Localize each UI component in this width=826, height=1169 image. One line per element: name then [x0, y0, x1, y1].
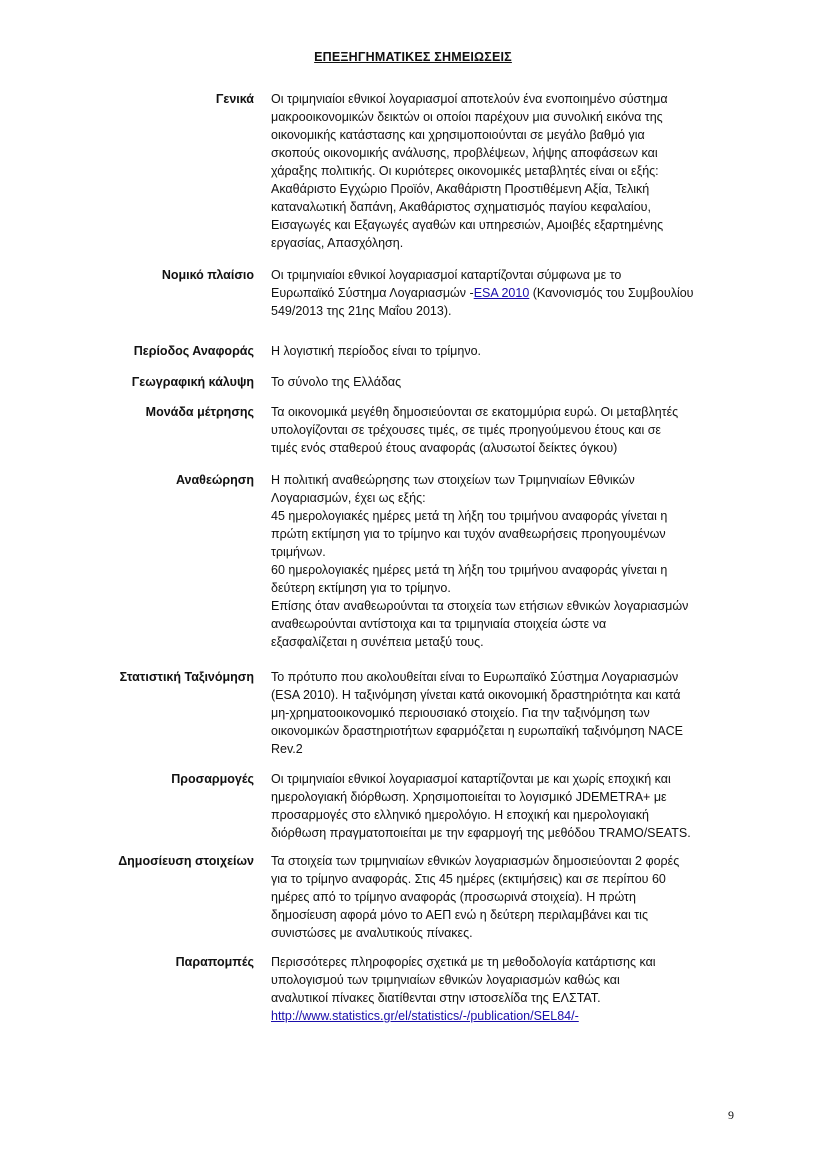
section-text [271, 953, 771, 1025]
section-text [271, 90, 771, 252]
section-label: Γενικά [215, 92, 254, 106]
section-text [271, 403, 771, 457]
text-line: Τα στοιχεία των τριμηνιαίων εθνικών λογαριασμών δημοσιεύονται 2 φορές [271, 854, 680, 868]
text-line: 45 ημερολογιακές ημέρες μετά τη λήξη του τριμήνου αναφοράς γίνεται η [271, 509, 668, 523]
text-line: καταναλωτική δαπάνη, Ακαθάριστος σχηματισμός παγίου κεφαλαίου, [271, 200, 651, 214]
text-line: Το σύνολο της Ελλάδας [271, 375, 402, 389]
text-line: Rev.2 [271, 742, 303, 756]
esa-2010-link[interactable]: ESA 2010 [473, 286, 530, 300]
text-line: ημέρες από το τρίμηνο αναφοράς (προσωρινά στοιχεία). Η πρώτη [271, 890, 636, 904]
text-line: Η λογιστική περίοδος είναι το τρίμηνο. [271, 344, 482, 358]
text-line: υπολογισμού των τριμηνιαίων εθνικών λογαριασμών καθώς και [271, 973, 620, 987]
text-line: Επίσης όταν αναθεωρούνται τα στοιχεία των ετήσιων εθνικών λογαριασμών [271, 599, 689, 613]
text-line: ημερολογιακή διόρθωση. Χρησιμοποιείται το λογισμικό JDEMETRA+ με [271, 790, 667, 804]
text-line: Η πολιτική αναθεώρησης των στοιχείων των Τριμηνιαίων Εθνικών [271, 473, 635, 487]
section-label: Παραπομπές [175, 955, 254, 969]
text-line: Εισαγωγές και Εξαγωγές αγαθών και υπηρεσιών, Αμοιβές εξαρτημένης [271, 218, 664, 232]
text-line: Οι τριμηνιαίοι εθνικοί λογαριασμοί αποτελούν ένα ενοποιημένο σύστημα [271, 92, 668, 106]
text-line: Λογαριασμών, έχει ως εξής: [271, 491, 426, 505]
text-line: Οι τριμηνιαίοι εθνικοί λογαριασμοί καταρτίζονται σύμφωνα με το [271, 268, 622, 282]
text-fragment: (Κανονισμός του Συμβουλίου [529, 286, 694, 300]
text-line: Το πρότυπο που ακολουθείται είναι το Ευρωπαϊκό Σύστημα Λογαριασμών [271, 670, 679, 684]
text-line: οικονομικής κατάστασης και χρησιμοποιούνται σε μεγάλο βαθμό για [271, 128, 645, 142]
text-line: δεύτερη εκτίμηση για το τρίμηνο. [271, 581, 451, 595]
text-line: προσαρμογές στο ελληνικό ημερολόγιο. Η εποχική και ημερολογιακή [271, 808, 649, 822]
section-text [271, 471, 771, 651]
text-line: εργασίας, Απασχόληση. [271, 236, 404, 250]
section-label: Νομικό πλαίσιο [161, 268, 254, 282]
text-line: χάραξης πολιτικής. Οι κυριότερες οικονομικές μεταβλητές είναι οι εξής: [271, 164, 659, 178]
text-line: συνιστώσες με αναλυτικούς πίνακες. [271, 926, 473, 940]
text-line: αναλυτικοί πίνακες διατίθενται στην ιστοσελίδα της ΕΛΣΤΑΤ. [271, 991, 601, 1005]
text-line: διόρθωση πραγματοποιείται με την εφαρμογή της μεθόδου TRAMO/SEATS. [271, 826, 691, 840]
text-line [271, 284, 771, 302]
section-text [271, 373, 771, 391]
text-line: αναθεωρούνται αντίστοιχα και τα τριμηνιαία στοιχεία ώστε να [271, 617, 607, 631]
section-text [271, 266, 771, 320]
section-label: Δημοσίευση στοιχείων [118, 854, 254, 868]
text-line [271, 1007, 771, 1025]
section-label: Μονάδα μέτρησης [145, 405, 254, 419]
section-text [271, 342, 771, 360]
text-line: τριμήνων. [271, 545, 326, 559]
section-label: Προσαρμογές [171, 772, 254, 786]
section-text [271, 668, 771, 758]
text-line: υπολογίζονται σε τρέχουσες τιμές, σε τιμές προηγούμενου έτους και σε [271, 423, 661, 437]
section-text [271, 852, 771, 942]
section-label: Περίοδος Αναφοράς [133, 344, 254, 358]
page-title: ΕΠΕΞΗΓΗΜΑΤΙΚΕΣ ΣΗΜΕΙΩΣΕΙΣ [314, 50, 512, 64]
text-line: (ESA 2010). Η ταξινόμηση γίνεται κατά οικονομική δραστηριότητα και κατά [271, 688, 681, 702]
text-line: Τα οικονομικά μεγέθη δημοσιεύονται σε εκατομμύρια ευρώ. Οι μεταβλητές [271, 405, 679, 419]
page-number: 9 [728, 1108, 734, 1122]
text-line: πρώτη εκτίμηση για το τρίμηνο και τυχόν αναθεωρήσεις προηγουμένων [271, 527, 666, 541]
section-label: Στατιστική Ταξινόμηση [119, 670, 254, 684]
section-label: Γεωγραφική κάλυψη [131, 375, 254, 389]
section-label: Αναθεώρηση [175, 473, 254, 487]
elstat-publication-link[interactable]: http://www.statistics.gr/el/statistics/-/publication/SEL84/- [271, 1009, 579, 1023]
text-line: οικονομικών δραστηριοτήτων εφαρμόζεται η ευρωπαϊκή ταξινόμηση NACE [271, 724, 683, 738]
text-line: μακροοικονομικών δεικτών οι οποίοι παρέχουν μια συνολική εικόνα της [271, 110, 663, 124]
text-line: για το τρίμηνο αναφοράς. Στις 45 ημέρες (εκτιμήσεις) και σε περίπου 60 [271, 872, 666, 886]
text-line: 549/2013 της 21ης Μαΐου 2013). [271, 304, 452, 318]
text-line: τιμές ενός σταθερού έτους αναφοράς (αλυσωτοί δείκτες όγκου) [271, 441, 618, 455]
text-fragment: Ευρωπαϊκό Σύστημα Λογαριασμών - [271, 286, 474, 300]
text-line: εξασφαλίζεται η συνέπεια μεταξύ τους. [271, 635, 484, 649]
text-line: Οι τριμηνιαίοι εθνικοί λογαριασμοί καταρτίζονται με και χωρίς εποχική και [271, 772, 671, 786]
text-line: Περισσότερες πληροφορίες σχετικά με τη μεθοδολογία κατάρτισης και [271, 955, 656, 969]
text-line: 60 ημερολογιακές ημέρες μετά τη λήξη του τριμήνου αναφοράς γίνεται η [271, 563, 668, 577]
text-line: μη-χρηματοοικονομικό περιουσιακό στοιχείο. Για την ταξινόμηση των [271, 706, 650, 720]
text-line: σκοπούς οικονομικής ανάλυσης, προβλέψεων, λήψης αποφάσεων και [271, 146, 658, 160]
text-line: Ακαθάριστο Εγχώριο Προϊόν, Ακαθάριστη Προστιθέμενη Αξία, Τελική [271, 182, 650, 196]
text-line: δημοσίευση αφορά μόνο το ΑΕΠ ενώ η δεύτερη περιλαμβάνει και τις [271, 908, 648, 922]
section-text [271, 770, 771, 842]
